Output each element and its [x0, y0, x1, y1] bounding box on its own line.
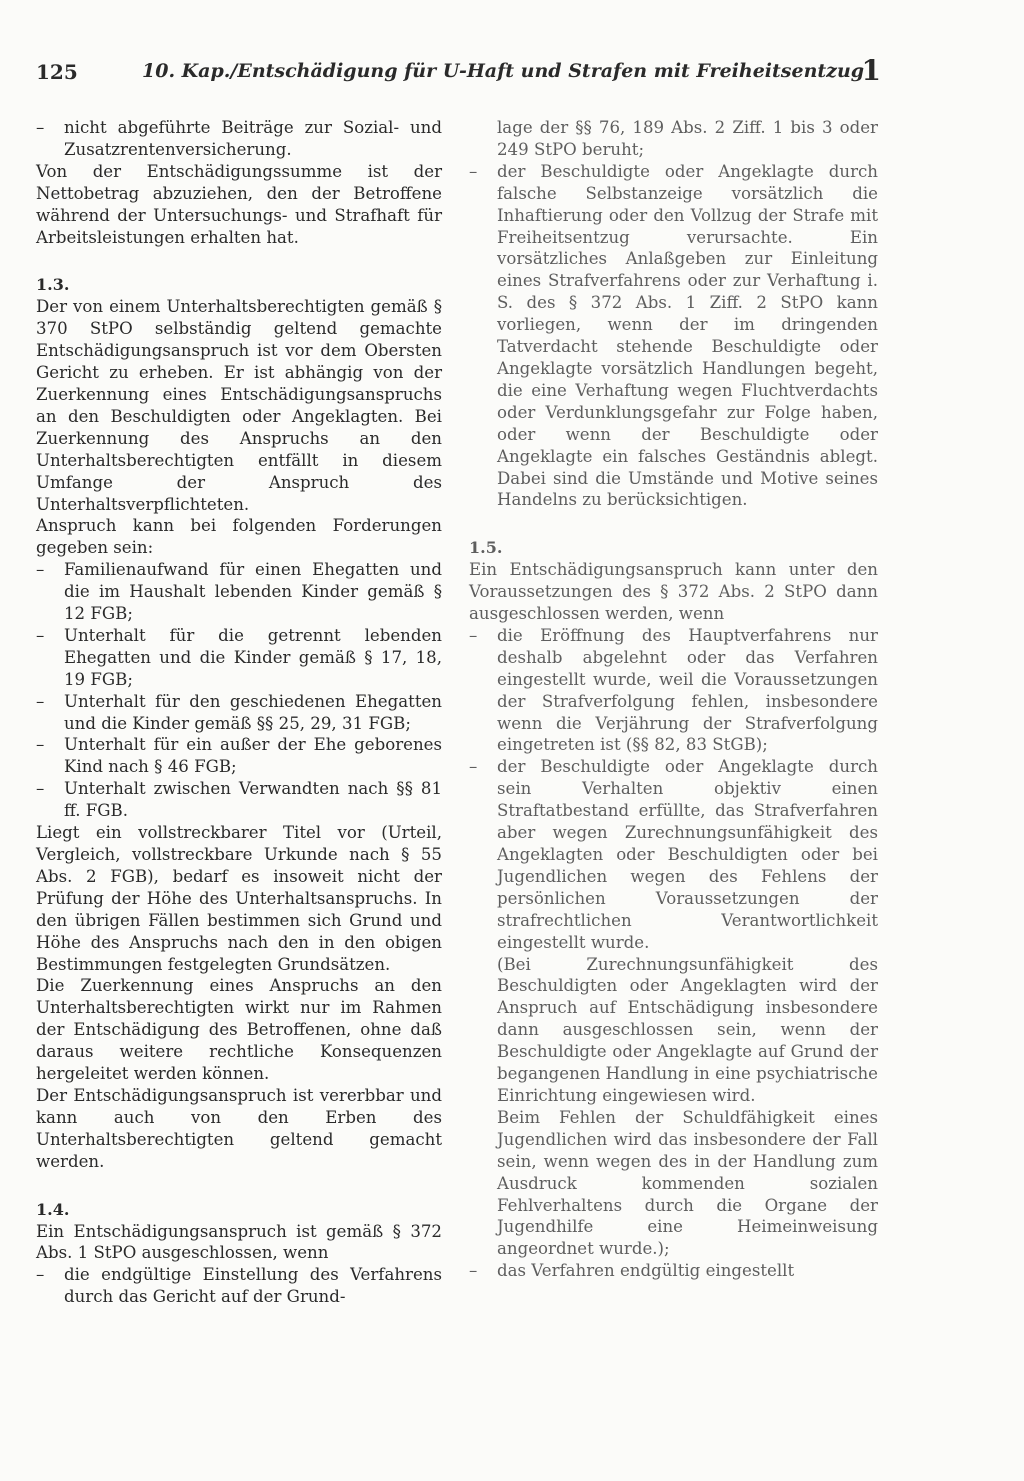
dash: – [36, 560, 45, 580]
list-item-text: die Eröffnung des Hauptverfahrens nur deshalb abgelehnt oder das Verfahren eingestellt wurde, weil die Voraussetzungen der Strafverfolgung fehlen, insbesondere wenn die Verjährung der Strafverfolgung eingetreten ist (§§ 82, 83 StGB); [497, 625, 878, 755]
dash: – [36, 118, 45, 137]
list-item [469, 1260, 878, 1282]
section-heading-1-5: 1.5. [469, 538, 503, 558]
dash: – [36, 1265, 45, 1285]
page-header [36, 54, 881, 90]
list-item-text: Unterhalt für die getrennt lebenden Ehegatten und die Kinder gemäß § 17, 18, 19 FGB; [64, 625, 442, 689]
list-item-text: der Beschuldigte oder Angeklagte durch sein Verhalten objektiv einen Straftatbestand erfüllte, das Strafverfahren aber wegen Zurechnungsunfähigkeit des Angeklagten oder Beschuldigten oder bei Jugendlichen wegen des Fehlens der persönlichen Voraussetzungen der strafrechtlichen Verantwortlichkeit eingestellt wurde. [497, 757, 878, 952]
list-item [36, 117, 442, 161]
list-item-text: Unterhalt für den geschiedenen Ehegatten und die Kinder gemäß §§ 25, 29, 31 FGB; [64, 691, 442, 733]
dash: – [36, 735, 45, 755]
list-item-text: Unterhalt zwischen Verwandten nach §§ 81 ff. FGB. [64, 779, 442, 821]
list-item-text: die endgültige Einstellung des Verfahrens durch das Gericht auf der Grund- [64, 1265, 442, 1307]
list-item [469, 625, 878, 756]
dash: – [469, 757, 478, 777]
dash: – [36, 779, 45, 799]
dash: – [36, 625, 45, 645]
section-heading-1-4: 1.4. [36, 1199, 70, 1219]
list-item [36, 1264, 442, 1308]
paragraph: Die Zuerkennung eines Anspruchs an den Unterhaltsberechtigten wirkt nur im Rahmen der Entschädigung des Betroffenen, ohne daß daraus weitere rechtliche Konsequenzen hergeleitet werden können. [36, 976, 442, 1084]
list-item [36, 625, 442, 691]
dash: – [469, 161, 478, 181]
paragraph: Ein Entschädigungsanspruch kann unter den Voraussetzungen des § 372 Abs. 2 StPO dann ausgeschlossen werden, wenn [469, 560, 878, 624]
list-item-text: das Verfahren endgültig eingestellt [497, 1261, 795, 1281]
list-item-text: Familienaufwand für einen Ehegatten und die im Haushalt lebenden Kinder gemäß § 12 FGB; [64, 560, 442, 624]
right-column [469, 117, 878, 1282]
list-item [469, 756, 878, 953]
dash: – [469, 1261, 478, 1281]
running-title: 10. Kap./Entschädigung für U-Haft und Strafen mit Freiheitsentzug [142, 60, 865, 82]
paragraph: Von der Entschädigungssumme ist der Nettobetrag abzuziehen, den der Betroffene während der Untersuchungs- und Strafhaft für Arbeitsleistungen erhalten hat. [36, 161, 442, 247]
paragraph: Anspruch kann bei folgenden Forderungen gegeben sein: [36, 516, 442, 558]
list-item [36, 559, 442, 625]
list-item [36, 691, 442, 735]
page-number: 125 [36, 60, 78, 84]
dash: – [36, 691, 45, 711]
list-item [36, 778, 442, 822]
paragraph: Der Entschädigungsanspruch ist vererbbar und kann auch von den Erben des Unterhaltsberechtigten geltend gemacht werden. [36, 1085, 442, 1171]
list-item-text: der Beschuldigte oder Angeklagte durch falsche Selbstanzeige vorsätzlich die Inhaftierung oder den Vollzug der Strafe mit Freiheitsentzug verursachte. Ein vorsätzliches Anlaßgeben zur Einleitung eines Strafverfahrens oder zur Verhaftung i. S. des § 372 Abs. 1 Ziff. 2 StPO kann vorliegen, wenn der im dringenden Tatverdacht stehende Beschuldigte oder Angeklagte vorsätzlich Handlungen begeht, die eine Verhaftung wegen Fluchtverdachts oder Verdunklungsgefahr zur Folge haben, oder wenn der Beschuldigte oder Angeklagte ein falsches Geständnis ablegt. Dabei sind die Umstände und Motive seines Handelns zu berücksichtigen. [497, 161, 878, 510]
chapter-mark: 1 [861, 54, 881, 87]
list-item-text: Unterhalt für ein außer der Ehe geborenes Kind nach § 46 FGB; [64, 735, 442, 777]
note-paragraph: (Bei Zurechnungsunfähigkeit des Beschuldigten oder Angeklagten wird der Anspruch auf Entschädigung insbesondere dann ausgeschlossen sein, wenn der Beschuldigte oder Angeklagte auf Grund der begangenen Handlung in eine psychiatrische Einrichtung eingewiesen wird. [497, 954, 878, 1105]
list-item [469, 161, 878, 512]
paragraph: Liegt ein vollstreckbarer Titel vor (Urteil, Vergleich, vollstreckbare Urkunde nach § 55 Abs. 2 FGB), bedarf es insoweit nicht der Prüfung der Höhe des Unterhaltsanspruchs. In den übrigen Fällen bestimmen sich Grund und Höhe des Anspruchs nach den in den obigen Bestimmungen festgelegten Grundsätzen. [36, 823, 442, 974]
paragraph: Der von einem Unterhaltsberechtigten gemäß § 370 StPO selbständig geltend gemachte Entschädigungsanspruch ist vor dem Obersten Gericht zu erheben. Er ist abhängig von der Zuerkennung eines Entschädigungsanspruchs an den Beschuldigten oder Angeklagten. Bei Zuerkennung des Anspruchs an den Unterhaltsberechtigten entfällt in diesem Umfange der Anspruch des Unterhaltsverpflichteten. [36, 297, 442, 514]
continued-text: lage der §§ 76, 189 Abs. 2 Ziff. 1 bis 3 oder 249 StPO beruht; [497, 118, 878, 159]
paragraph: Ein Entschädigungsanspruch ist gemäß § 372 Abs. 1 StPO ausgeschlossen, wenn [36, 1221, 442, 1263]
left-column [36, 117, 442, 1308]
dash: – [469, 625, 478, 645]
list-item [36, 734, 442, 778]
list-item-text: nicht abgeführte Beiträge zur Sozial- und Zusatzrentenversicherung. [64, 118, 442, 159]
note-paragraph: Beim Fehlen der Schuldfähigkeit eines Jugendlichen wird das insbesondere der Fall sein, wenn wegen des in der Handlung zum Ausdruck kommenden sozialen Fehlverhaltens durch die Organe der Jugendhilfe eine Heimeinweisung angeordnet wurde.); [497, 1107, 878, 1259]
section-heading-1-3: 1.3. [36, 275, 70, 295]
